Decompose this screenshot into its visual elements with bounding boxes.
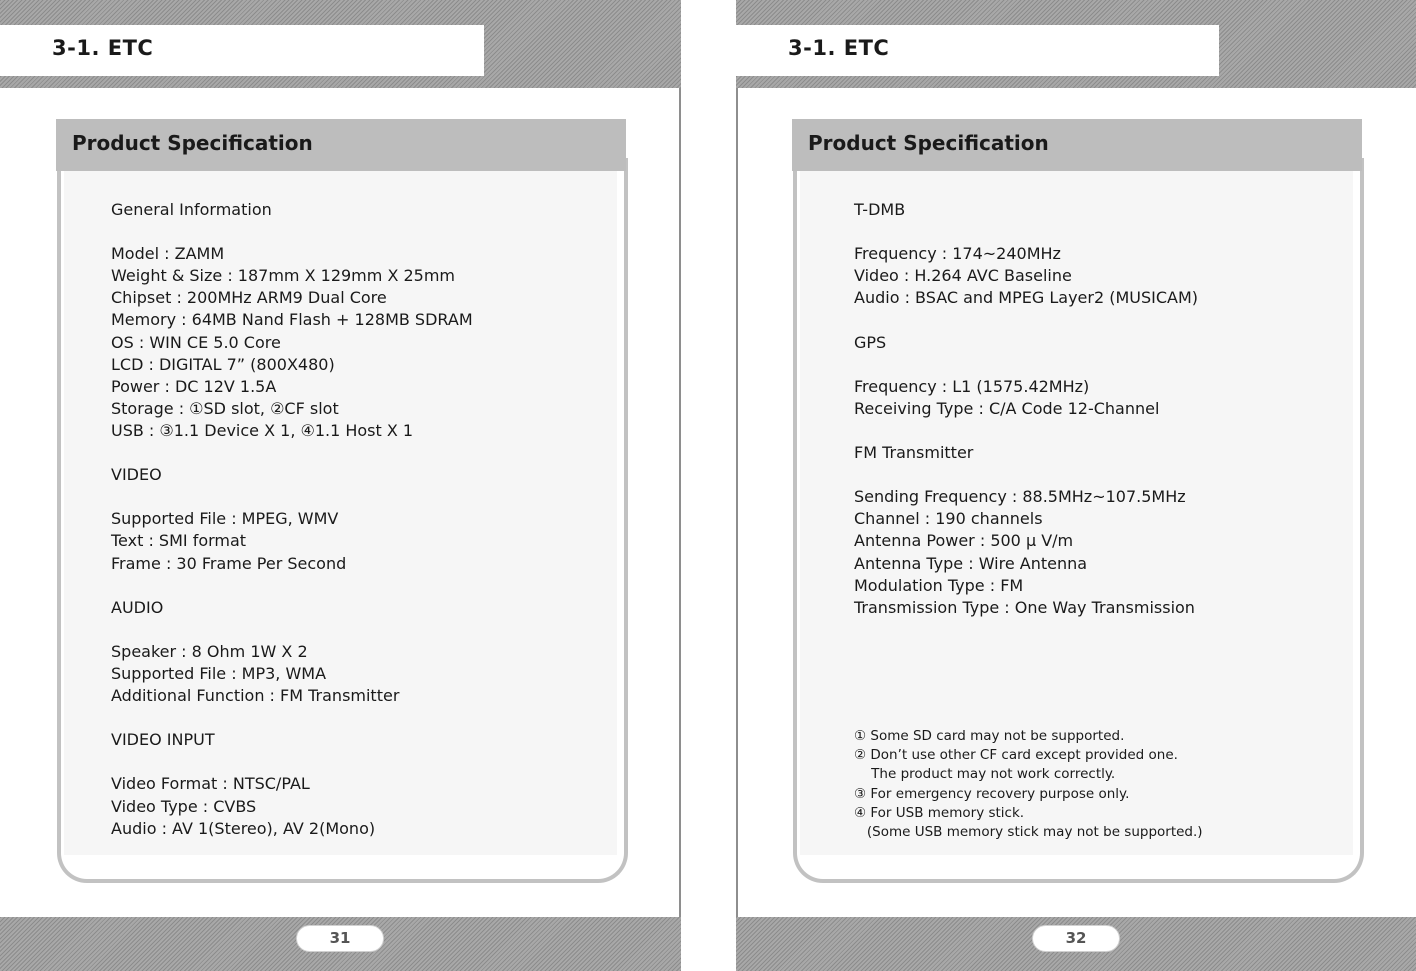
audio-heading: AUDIO bbox=[111, 597, 164, 617]
page-edge bbox=[679, 88, 681, 917]
spec-line: Chipset : 200MHz ARM9 Dual Core bbox=[111, 288, 387, 308]
page-right bbox=[736, 0, 1416, 971]
page-number: 32 bbox=[1032, 925, 1120, 952]
video-heading: VIDEO bbox=[111, 465, 162, 485]
tdmb-heading: T-DMB bbox=[854, 200, 906, 219]
spec-line: Antenna Type : Wire Antenna bbox=[854, 553, 1088, 573]
spec-line: Video Format : NTSC/PAL bbox=[111, 774, 310, 794]
section-title: 3-1. ETC bbox=[788, 36, 890, 60]
spec-line: Model : ZAMM bbox=[111, 244, 225, 264]
spec-line: Channel : 190 channels bbox=[854, 509, 1043, 529]
footnote: ① Some SD card may not be supported. bbox=[854, 728, 1125, 744]
spec-content bbox=[111, 199, 473, 840]
spec-line: USB : ③1.1 Device X 1, ④1.1 Host X 1 bbox=[111, 420, 414, 440]
spec-title: Product Specification bbox=[808, 131, 1049, 155]
spec-line: OS : WIN CE 5.0 Core bbox=[111, 332, 281, 352]
page-edge bbox=[736, 88, 738, 917]
page-number: 31 bbox=[296, 925, 384, 952]
spec-line: Supported File : MPEG, WMV bbox=[111, 509, 339, 529]
spec-line: Supported File : MP3, WMA bbox=[111, 663, 327, 683]
spec-line: Frequency : 174~240MHz bbox=[854, 244, 1061, 264]
spec-line: LCD : DIGITAL 7” (800X480) bbox=[111, 354, 335, 374]
spec-line: Sending Frequency : 88.5MHz~107.5MHz bbox=[854, 487, 1186, 507]
section-title: 3-1. ETC bbox=[52, 36, 154, 60]
spec-line: Video Type : CVBS bbox=[111, 796, 257, 816]
spec-line: Audio : AV 1(Stereo), AV 2(Mono) bbox=[111, 818, 376, 838]
footnotes bbox=[854, 727, 1203, 842]
spec-line: Weight & Size : 187mm X 129mm X 25mm bbox=[111, 266, 456, 286]
spec-line: Audio : BSAC and MPEG Layer2 (MUSICAM) bbox=[854, 288, 1199, 308]
footnote: ③ For emergency recovery purpose only. bbox=[854, 785, 1130, 802]
spec-line: Storage : ①SD slot, ②CF slot bbox=[111, 398, 339, 418]
spec-line: Modulation Type : FM bbox=[854, 575, 1024, 595]
spec-line: Additional Function : FM Transmitter bbox=[111, 686, 400, 706]
spec-line: Memory : 64MB Nand Flash + 128MB SDRAM bbox=[111, 310, 473, 330]
spec-line: Speaker : 8 Ohm 1W X 2 bbox=[111, 641, 308, 661]
footnote: ② Don’t use other CF card except provided one. bbox=[854, 747, 1178, 764]
gps-heading: GPS bbox=[854, 332, 887, 352]
spec-line: Antenna Power : 500 μ V/m bbox=[854, 531, 1074, 551]
footnote: The product may not work correctly. bbox=[854, 766, 1116, 783]
spec-content bbox=[854, 199, 1198, 619]
spec-line: Video : H.264 AVC Baseline bbox=[854, 266, 1072, 286]
spec-line: Frame : 30 Frame Per Second bbox=[111, 553, 347, 573]
video-input-heading: VIDEO INPUT bbox=[111, 730, 215, 750]
footnote: ④ For USB memory stick. bbox=[854, 804, 1025, 821]
spec-title: Product Specification bbox=[72, 131, 313, 155]
footnote: (Some USB memory stick may not be supported.) bbox=[854, 823, 1203, 840]
spec-line: Power : DC 12V 1.5A bbox=[111, 376, 277, 396]
spec-line: Frequency : L1 (1575.42MHz) bbox=[854, 376, 1090, 396]
general-heading: General Information bbox=[111, 200, 272, 219]
spec-line: Text : SMI format bbox=[111, 531, 247, 551]
spec-line: Transmission Type : One Way Transmission bbox=[854, 597, 1195, 617]
spec-line: Receiving Type : C/A Code 12-Channel bbox=[854, 398, 1160, 418]
fm-heading: FM Transmitter bbox=[854, 443, 974, 463]
page-left bbox=[0, 0, 681, 971]
